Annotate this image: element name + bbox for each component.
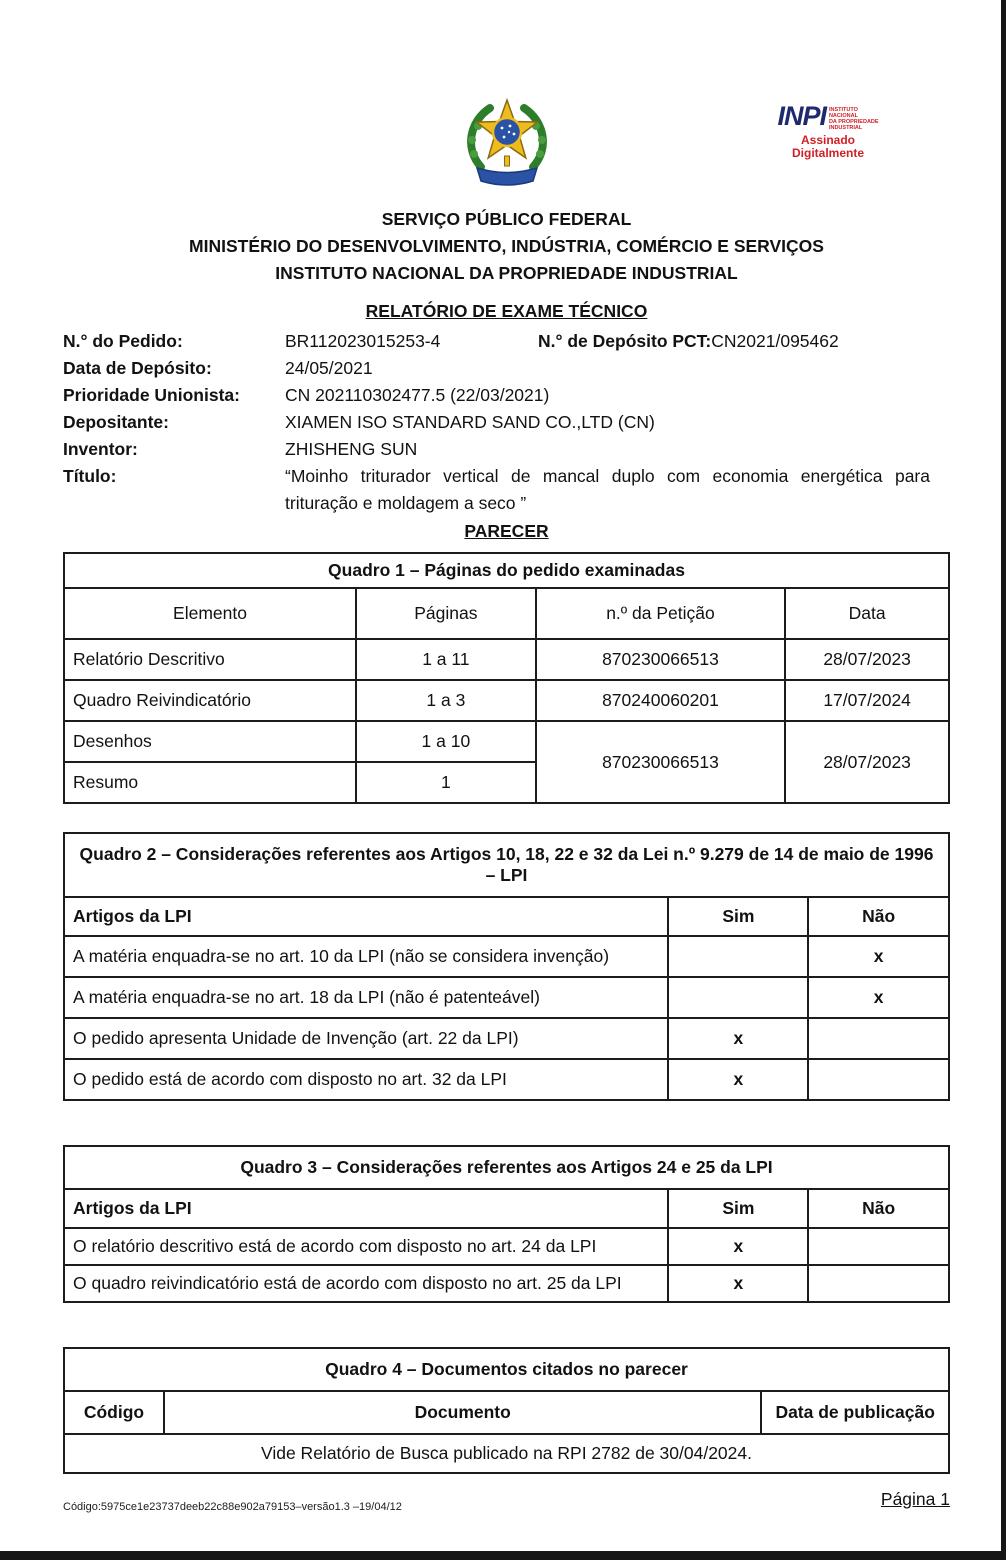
column-header: Data de publicação — [761, 1391, 949, 1434]
field-label: Depositante: — [63, 412, 169, 432]
cell-data: 28/07/2023 — [785, 721, 949, 803]
cell-paginas: 1 a 11 — [356, 639, 536, 680]
cell-data: 17/07/2024 — [785, 680, 949, 721]
quadro3-header-row — [64, 1189, 949, 1228]
inpi-tagline-line: INSTITUTO — [828, 107, 858, 113]
field-value: ZHISHENG SUN — [285, 439, 418, 459]
table-row — [64, 1059, 949, 1100]
field-prioridade — [63, 382, 950, 409]
column-header: Páginas — [356, 588, 536, 639]
quadro3-title: Quadro 3 – Considerações referentes aos Artigos 24 e 25 da LPI — [64, 1146, 949, 1189]
quadro1-title: Quadro 1 – Páginas do pedido examinadas — [64, 553, 949, 588]
column-header: Data — [785, 588, 949, 639]
cell-nao: x — [808, 977, 949, 1018]
signed-line: Assinado — [800, 133, 855, 147]
quadro4-table — [63, 1347, 950, 1474]
cell-elemento: Quadro Reivindicatório — [64, 680, 356, 721]
inpi-wordmark: INPI — [777, 101, 826, 131]
field-titulo — [63, 463, 950, 517]
field-pedido — [63, 328, 950, 355]
brazil-coat-of-arms-icon — [457, 92, 557, 196]
field-value: XIAMEN ISO STANDARD SAND CO.,LTD (CN) — [285, 412, 655, 432]
column-header: Código — [64, 1391, 164, 1434]
cell-elemento: Relatório Descritivo — [64, 639, 356, 680]
signed-line: Digitalmente — [791, 146, 864, 160]
quadro2-header-row — [64, 897, 949, 936]
cell-artigo: O relatório descritivo está de acordo com disposto no art. 24 da LPI — [64, 1228, 668, 1265]
cell-sim — [668, 977, 808, 1018]
parecer-heading: PARECER — [464, 521, 549, 541]
cell-sim: x — [668, 1265, 808, 1302]
cell-artigo: O quadro reivindicatório está de acordo com disposto no art. 25 da LPI — [64, 1265, 668, 1302]
page-number: Página 1 — [880, 1489, 950, 1509]
inpi-tagline-line: DA PROPRIEDADE — [828, 119, 879, 125]
field-inventor — [63, 436, 950, 463]
field-label-pct: N.° de Depósito PCT: — [538, 331, 712, 351]
cell-sim: x — [668, 1018, 808, 1059]
org-header-line1: SERVIÇO PÚBLICO FEDERAL — [381, 209, 632, 229]
column-header: Sim — [668, 897, 808, 936]
cell-peticao: 870240060201 — [536, 680, 786, 721]
cell-artigo: O pedido apresenta Unidade de Invenção (art. 22 da LPI) — [64, 1018, 668, 1059]
column-header: Artigos da LPI — [64, 897, 668, 936]
table-row — [64, 639, 949, 680]
table-row — [64, 936, 949, 977]
table-row — [64, 977, 949, 1018]
field-value: BR112023015253-4 — [285, 331, 441, 351]
cell-elemento: Resumo — [64, 762, 356, 803]
quadro4-title: Quadro 4 – Documentos citados no parecer — [64, 1348, 949, 1391]
cell-nao — [808, 1265, 949, 1302]
bibliographic-fields — [63, 328, 950, 517]
field-depositante — [63, 409, 950, 436]
inpi-tagline-line: INDUSTRIAL — [828, 125, 863, 131]
scan-bottom-bar — [0, 1551, 1006, 1560]
table-row — [64, 1228, 949, 1265]
column-header: Sim — [668, 1189, 808, 1228]
column-header: Documento — [164, 1391, 761, 1434]
field-label: Título: — [63, 466, 117, 486]
cell-data: 28/07/2023 — [785, 639, 949, 680]
cell-nao — [808, 1059, 949, 1100]
field-label: N.° do Pedido: — [63, 331, 183, 351]
cell-paginas: 1 a 10 — [356, 721, 536, 762]
field-value: “Moinho triturador vertical de mancal duplo com economia energética para trituração e moldagem a seco ” — [285, 466, 930, 513]
cell-nao — [808, 1018, 949, 1059]
cell-sim — [668, 936, 808, 977]
quadro3-table — [63, 1145, 950, 1303]
field-value: CN 202110302477.5 (22/03/2021) — [285, 385, 550, 405]
quadro1-table — [63, 552, 950, 804]
org-header-line2: MINISTÉRIO DO DESENVOLVIMENTO, INDÚSTRIA, COMÉRCIO E SERVIÇOS — [189, 236, 824, 256]
field-label: Data de Depósito: — [63, 358, 212, 378]
table-row — [64, 721, 949, 762]
column-header: n.º da Petição — [536, 588, 786, 639]
column-header: Artigos da LPI — [64, 1189, 668, 1228]
cell-artigo: A matéria enquadra-se no art. 18 da LPI (não é patenteável) — [64, 977, 668, 1018]
cell-elemento: Desenhos — [64, 721, 356, 762]
report-title: RELATÓRIO DE EXAME TÉCNICO — [365, 301, 648, 321]
table-row — [64, 1265, 949, 1302]
cell-peticao: 870230066513 — [536, 721, 786, 803]
scan-right-edge — [1001, 0, 1006, 1560]
quadro2-table — [63, 832, 950, 1101]
table-row — [64, 680, 949, 721]
inpi-tagline-line: NACIONAL — [828, 113, 858, 119]
column-header: Não — [808, 1189, 949, 1228]
field-label: Prioridade Unionista: — [63, 385, 240, 405]
quadro4-header-row — [64, 1391, 949, 1434]
cell-sim: x — [668, 1059, 808, 1100]
cell-nao: x — [808, 936, 949, 977]
field-value-pct: CN2021/095462 — [711, 331, 839, 351]
quadro1-header-row — [64, 588, 949, 639]
cell-artigo: O pedido está de acordo com disposto no art. 32 da LPI — [64, 1059, 668, 1100]
table-row — [64, 1434, 949, 1473]
cell-sim: x — [668, 1228, 808, 1265]
cell-note: Vide Relatório de Busca publicado na RPI 2782 de 30/04/2024. — [64, 1434, 949, 1473]
field-value: 24/05/2021 — [285, 358, 373, 378]
cell-nao — [808, 1228, 949, 1265]
field-label: Inventor: — [63, 439, 138, 459]
cell-artigo: A matéria enquadra-se no art. 10 da LPI (não se considera invenção) — [64, 936, 668, 977]
org-header — [63, 206, 950, 287]
org-header-line3: INSTITUTO NACIONAL DA PROPRIEDADE INDUSTRIAL — [275, 263, 738, 283]
table-row — [64, 1018, 949, 1059]
quadro2-title: Quadro 2 – Considerações referentes aos Artigos 10, 18, 22 e 32 da Lei n.º 9.279 de 14 de maio de 1996 – LPI — [64, 833, 949, 897]
column-header: Elemento — [64, 588, 356, 639]
cell-peticao: 870230066513 — [536, 639, 786, 680]
cell-paginas: 1 — [356, 762, 536, 803]
cell-paginas: 1 a 3 — [356, 680, 536, 721]
field-data-deposito — [63, 355, 950, 382]
column-header: Não — [808, 897, 949, 936]
footer-document-code: Código:5975ce1e23737deeb22c88e902a79153–versão1.3 –19/04/12 — [63, 1501, 402, 1513]
